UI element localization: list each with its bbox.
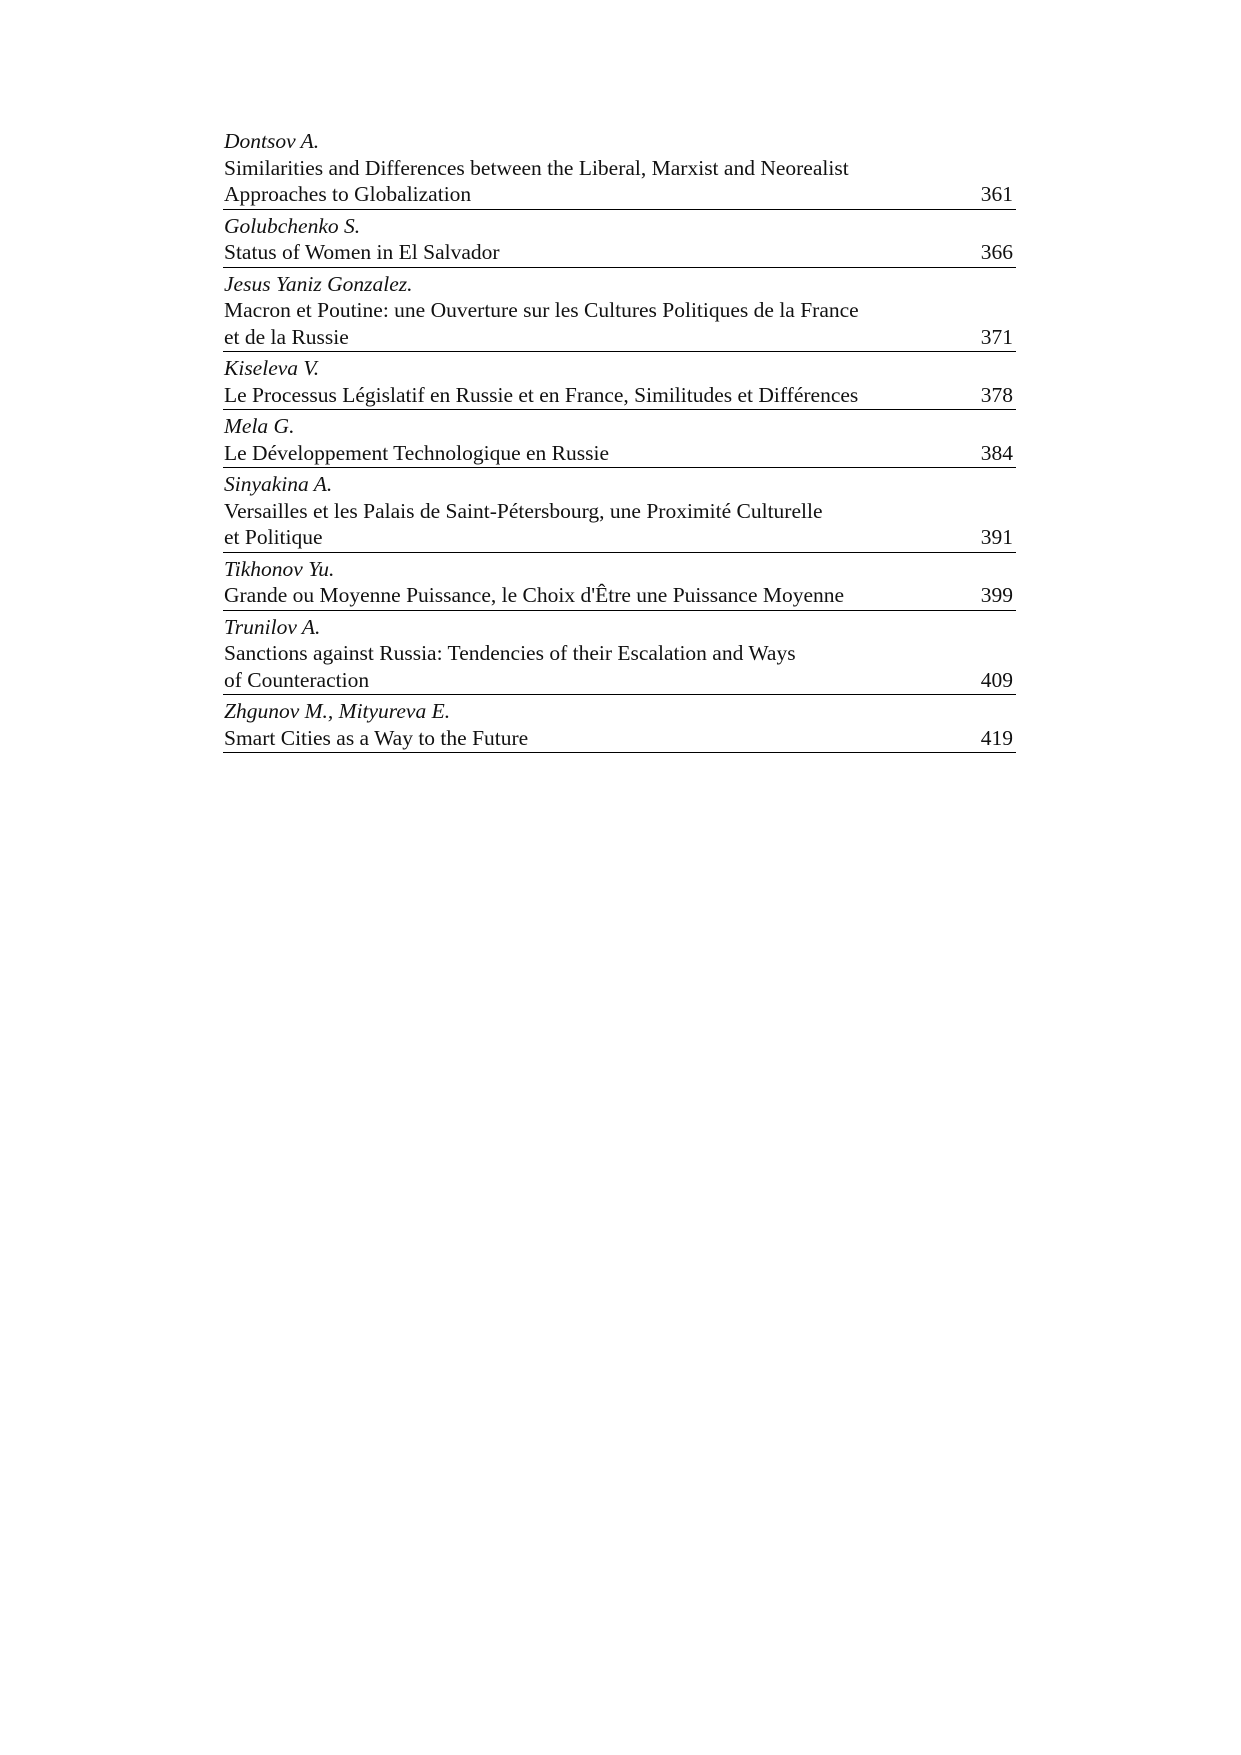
- entry-title: [223, 239, 953, 266]
- entry-author: Trunilov A.: [224, 614, 321, 639]
- entry-title-line: Sanctions against Russia: Tendencies of their Escalation and Ways: [224, 641, 796, 665]
- entry-author: Jesus Yaniz Gonzalez.: [224, 271, 413, 296]
- entry-title: [223, 582, 953, 609]
- entry-title-line: Le Processus Législatif en Russie et en France, Similitudes et Différences: [224, 382, 859, 407]
- entry-page-number: 391: [980, 525, 1013, 549]
- entry-title: [223, 297, 953, 350]
- entry-title: [223, 155, 953, 208]
- entry-author: Zhgunov M., Mityureva E.: [224, 699, 451, 723]
- toc-entry: [223, 553, 1016, 611]
- toc-entry: [223, 352, 1016, 410]
- entry-page-number: 419: [980, 725, 1013, 750]
- entry-author: Kiseleva V.: [224, 356, 320, 380]
- entry-author: Golubchenko S.: [224, 213, 361, 238]
- entry-author: Tikhonov Yu.: [224, 556, 335, 581]
- entry-title-line: et Politique: [224, 525, 323, 549]
- toc-entry: [223, 468, 1016, 553]
- entry-title: [223, 440, 953, 467]
- entry-page-number: 399: [980, 583, 1013, 607]
- toc-entry: [223, 268, 1016, 353]
- entry-title: [223, 498, 953, 551]
- entry-title-line: Le Développement Technologique en Russie: [224, 440, 609, 465]
- entry-title-line: Similarities and Differences between the Liberal, Marxist and Neorealist: [224, 155, 849, 180]
- entry-author: Dontsov A.: [224, 129, 320, 153]
- toc-entry: [223, 210, 1016, 268]
- entry-page-number: 366: [980, 240, 1013, 264]
- entry-title-line: Smart Cities as a Way to the Future: [224, 725, 529, 750]
- entry-author: Sinyakina A.: [224, 472, 333, 496]
- entry-author: Mela G.: [224, 414, 295, 438]
- entry-title-line: Status of Women in El Salvador: [224, 240, 500, 264]
- entry-title-line: et de la Russie: [224, 324, 349, 349]
- table-of-contents: [223, 125, 1016, 753]
- entry-title: [223, 640, 953, 693]
- toc-entry: [223, 125, 1016, 210]
- toc-entry: [223, 410, 1016, 468]
- toc-entry: [223, 611, 1016, 696]
- entry-title: [223, 382, 953, 409]
- entry-page-number: 378: [980, 382, 1013, 407]
- entry-title-line: Macron et Poutine: une Ouverture sur les Cultures Politiques de la France: [224, 298, 859, 322]
- entry-title-line: of Counteraction: [224, 667, 370, 692]
- entry-page-number: 409: [980, 667, 1013, 692]
- entry-title-line: Grande ou Moyenne Puissance, le Choix d'Être une Puissance Moyenne: [224, 583, 845, 607]
- entry-page-number: 361: [980, 182, 1013, 206]
- entry-title: [223, 725, 953, 752]
- entry-title-line: Approaches to Globalization: [224, 182, 472, 206]
- toc-entry: [223, 695, 1016, 753]
- entry-title-line: Versailles et les Palais de Saint-Pétersbourg, une Proximité Culturelle: [224, 498, 823, 523]
- entry-page-number: 384: [980, 440, 1013, 465]
- entry-page-number: 371: [980, 324, 1013, 349]
